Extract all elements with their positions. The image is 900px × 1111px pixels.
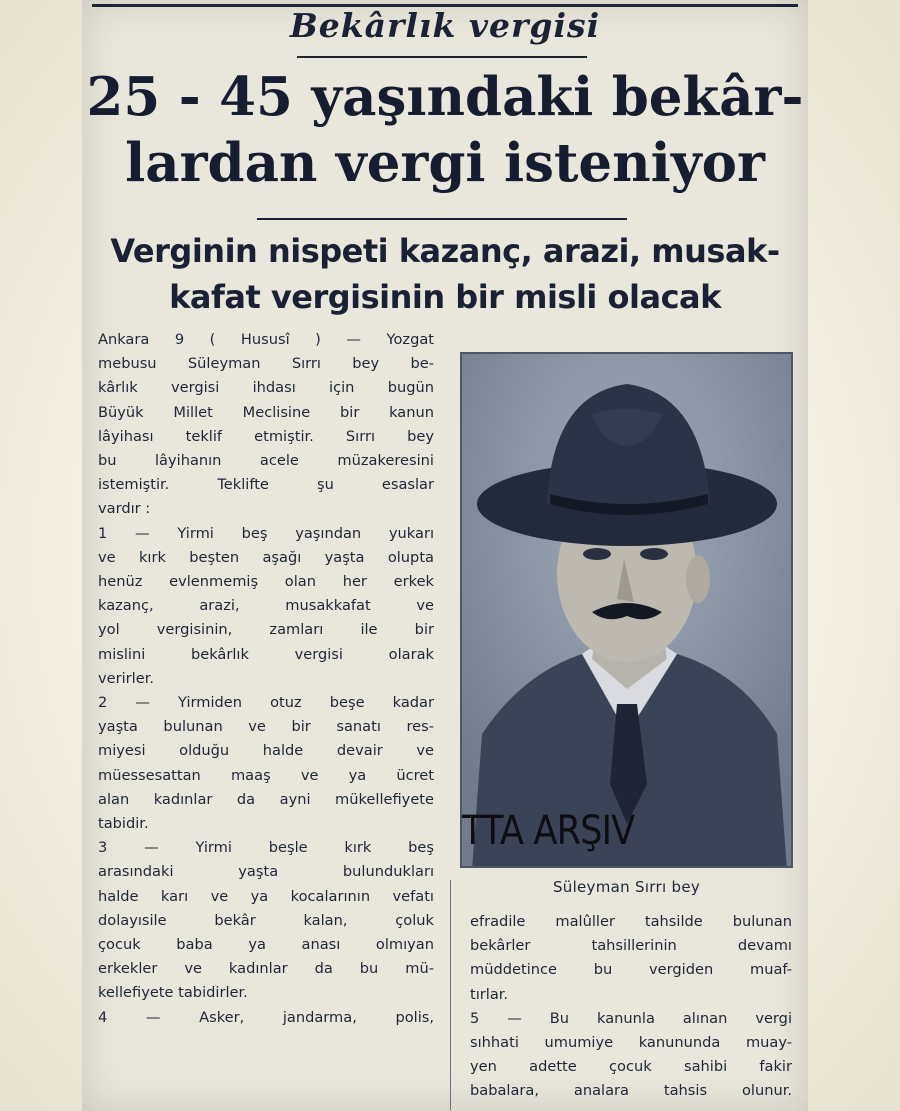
body-line: halde karı ve ya kocalarının vefatı bbox=[98, 887, 434, 905]
body-line: Büyük Millet Meclisine bir kanun bbox=[98, 403, 434, 421]
body-line: bu lâyihanın acele müzakeresini bbox=[98, 452, 434, 470]
body-line: alan kadınlar da ayni mükellefiyete bbox=[98, 790, 434, 808]
body-line: istemiştir. Teklifte şu esaslar bbox=[98, 476, 434, 494]
body-line: yol vergisinin, zamları ile bir bbox=[98, 621, 434, 639]
body-line: çocuk baba ya anası olmıyan bbox=[98, 936, 434, 954]
body-line: 3 — Yirmi beşle kırk beş bbox=[98, 839, 434, 857]
body-line: babalara, analara tahsis olunur. bbox=[470, 1082, 792, 1100]
body-line: miyesi olduğu halde devair ve bbox=[98, 742, 434, 760]
body-line: efradile malûller tahsilde bulunan bbox=[470, 913, 792, 930]
headline-line-1: 25 - 45 yaşındaki bekâr- bbox=[86, 66, 804, 128]
portrait-photo bbox=[460, 352, 793, 868]
body-line: vardır : bbox=[98, 500, 151, 518]
body-line: mislini bekârlık vergisi olarak bbox=[98, 645, 434, 663]
subheadline bbox=[82, 228, 808, 320]
body-line: tabidir. bbox=[98, 815, 149, 833]
column-divider bbox=[450, 880, 451, 1110]
body-line: verirler. bbox=[98, 669, 155, 687]
body-line: Ankara 9 ( Hususî ) — Yozgat bbox=[98, 331, 434, 348]
body-line: 2 — Yirmiden otuz beşe kadar bbox=[98, 694, 434, 712]
body-line: bekârler tahsillerinin devamı bbox=[470, 937, 792, 955]
body-line: kârlık vergisi ihdası için bugün bbox=[98, 379, 434, 397]
body-line: müessesattan maaş ve ya ücret bbox=[98, 766, 434, 784]
headline-line-2: lardan vergi isteniyor bbox=[125, 132, 765, 194]
body-line: lâyihası teklif etmiştir. Sırrı bey bbox=[98, 427, 434, 445]
body-line: henüz evlenmemiş olan her erkek bbox=[98, 573, 434, 591]
body-line: dolayısile bekâr kalan, çoluk bbox=[98, 911, 434, 929]
kicker-title: Bekârlık vergisi bbox=[289, 6, 601, 45]
body-line: 1 — Yirmi beş yaşından yukarı bbox=[98, 524, 434, 542]
kicker-underline bbox=[297, 56, 587, 58]
body-line: arasındaki yaşta bulundukları bbox=[98, 863, 434, 881]
body-line: erkekler ve kadınlar da bu mü- bbox=[98, 960, 434, 978]
body-line: kazanç, arazi, musakkafat ve bbox=[98, 597, 434, 615]
body-line: 5 — Bu kanunla alınan vergi bbox=[470, 1009, 792, 1027]
subhead-line-2: kafat vergisinin bir misli olacak bbox=[169, 278, 721, 316]
subhead-line-1: Verginin nispeti kazanç, arazi, musak- bbox=[110, 232, 780, 270]
left-column-text bbox=[98, 328, 434, 1030]
archive-watermark: TTA ARŞIV bbox=[462, 808, 635, 854]
body-line: tırlar. bbox=[470, 985, 509, 1003]
right-column-text bbox=[470, 910, 792, 1104]
photo-caption: Süleyman Sırrı bey bbox=[552, 878, 701, 896]
headline-underline bbox=[257, 218, 627, 220]
body-line: yen adette çocuk sahibi fakir bbox=[470, 1058, 792, 1076]
body-line: 4 — Asker, jandarma, polis, bbox=[98, 1008, 434, 1026]
body-line: kellefiyete tabidirler. bbox=[98, 984, 248, 1002]
portrait-illustration bbox=[462, 354, 793, 868]
newspaper-clipping bbox=[82, 0, 808, 1111]
body-line: ve kırk beşten aşağı yaşta olupta bbox=[98, 548, 434, 566]
body-line: sıhhati umumiye kanununda muay- bbox=[470, 1034, 792, 1052]
body-line: müddetince bu vergiden muaf- bbox=[470, 961, 792, 979]
body-line: mebusu Süleyman Sırrı bey be- bbox=[98, 355, 434, 373]
body-line: yaşta bulunan ve bir sanatı res- bbox=[98, 718, 434, 736]
headline bbox=[82, 64, 808, 196]
